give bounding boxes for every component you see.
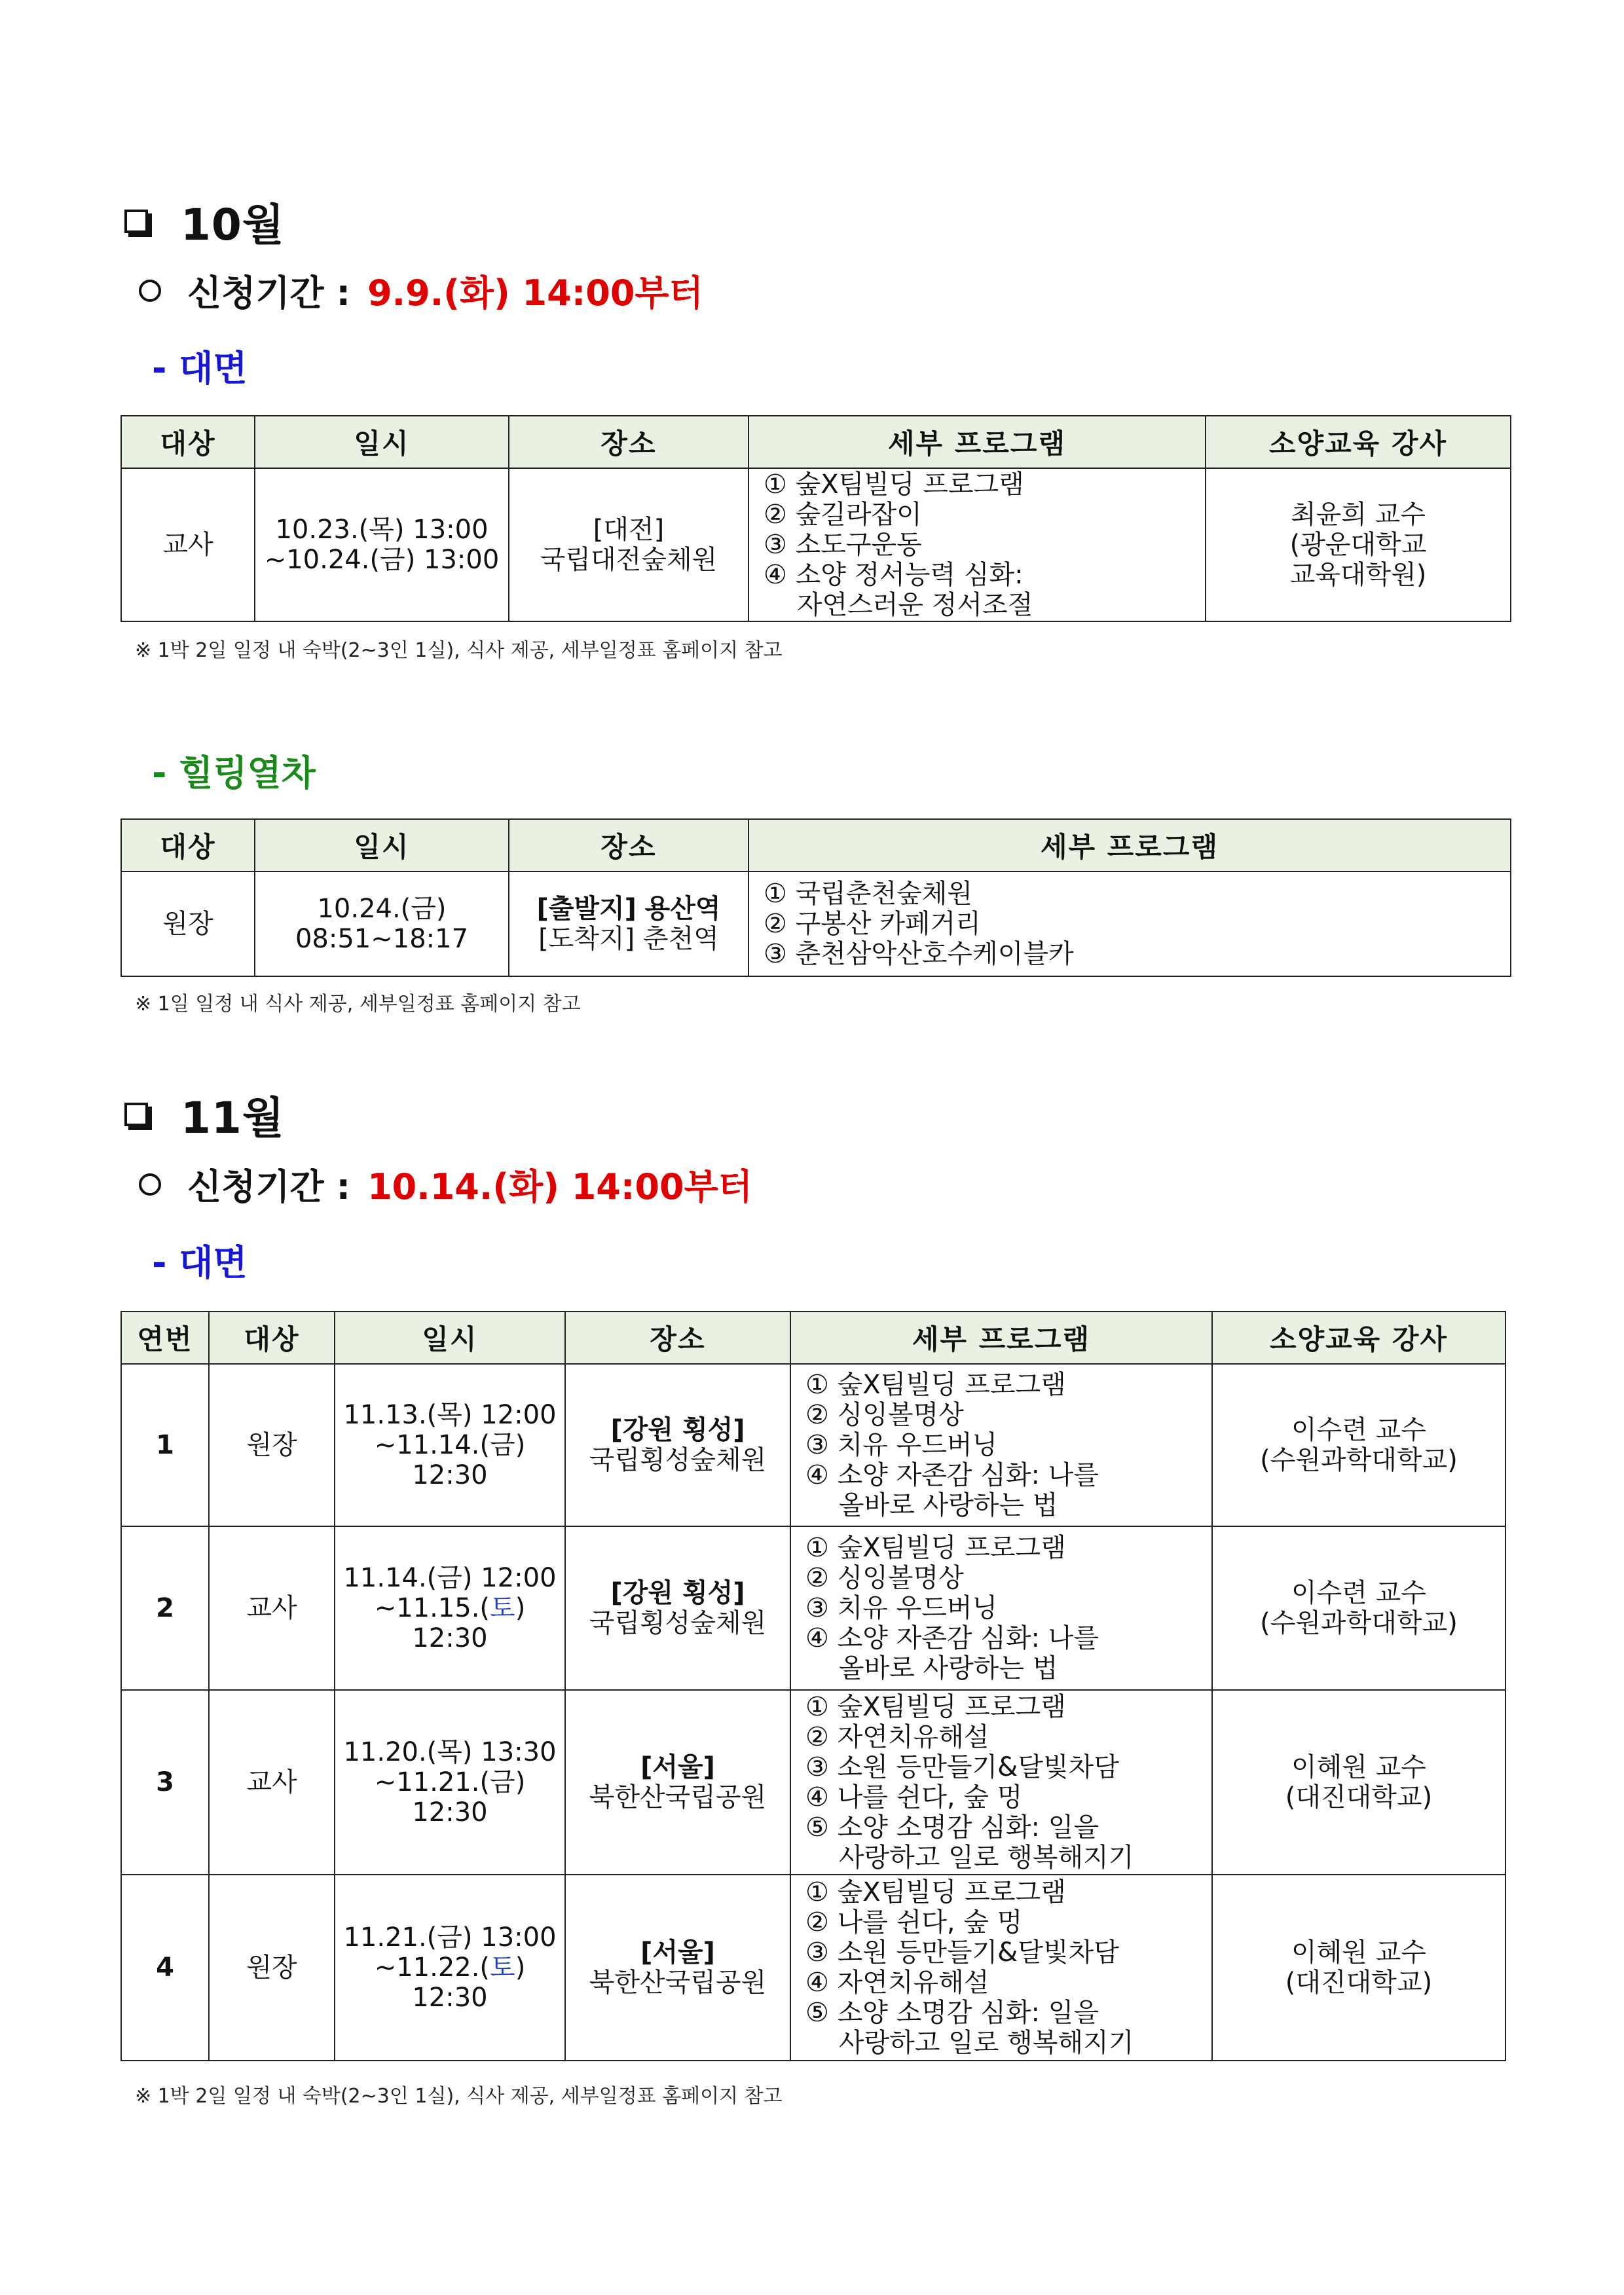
period-label: 신청기간 : bbox=[187, 1166, 351, 1207]
period-label: 신청기간 : bbox=[187, 272, 351, 314]
lecturer-affil: (대진대학교) bbox=[1285, 1968, 1433, 1998]
place-name: 국립횡성숲체원 bbox=[589, 1445, 767, 1475]
period-value: 9.9.(화) 14:00부터 bbox=[367, 272, 703, 314]
checkbox-square-icon bbox=[124, 1103, 148, 1126]
lecturer-name: 이혜원 교수 bbox=[1291, 1937, 1426, 1968]
place-cell bbox=[565, 1364, 790, 1526]
date-end bbox=[335, 1767, 564, 1827]
saturday-mark: 토 bbox=[490, 1593, 515, 1623]
program-item: 올바로 사랑하는 법 bbox=[805, 1653, 1058, 1683]
program-cell bbox=[790, 1875, 1212, 2061]
lecturer-affil: (수원과학대학교) bbox=[1260, 1608, 1458, 1638]
col-header: 장소 bbox=[509, 416, 748, 468]
program-item: ① 숲X팀빌딩 프로그램 bbox=[805, 1692, 1066, 1722]
oct-face-heading: - 대면 bbox=[152, 348, 248, 389]
table-header-row bbox=[121, 819, 1511, 872]
place-region: [서울] bbox=[640, 1937, 715, 1968]
program-item: ② 구봉산 카페거리 bbox=[764, 909, 981, 939]
program-item: 사랑하고 일로 행복해지기 bbox=[805, 1843, 1134, 1873]
table-row bbox=[121, 1526, 1505, 1690]
program-item: ② 자연치유해설 bbox=[805, 1722, 989, 1752]
col-header: 세부 프로그램 bbox=[790, 1312, 1212, 1364]
nov-face-table bbox=[120, 1311, 1506, 2061]
oct-train-heading: - 힐링열차 bbox=[152, 752, 316, 794]
checkbox-square-icon bbox=[124, 210, 148, 233]
program-item: ③ 치유 우드버닝 bbox=[805, 1430, 998, 1460]
date-cell bbox=[335, 1364, 565, 1526]
target-cell: 교사 bbox=[209, 1690, 335, 1875]
table-row bbox=[121, 872, 1511, 976]
arrival-value: 춘천역 bbox=[642, 924, 719, 954]
nov-face-note: ※ 1박 2일 일정 내 숙박(2~3인 1실), 식사 제공, 세부일정표 홈페이지 참고 bbox=[135, 2085, 783, 2108]
lecturer-name: 이혜원 교수 bbox=[1291, 1752, 1426, 1782]
program-item: 사랑하고 일로 행복해지기 bbox=[805, 2028, 1134, 2058]
oct-face-note: ※ 1박 2일 일정 내 숙박(2~3인 1실), 식사 제공, 세부일정표 홈페이지 참고 bbox=[135, 639, 783, 662]
table-row bbox=[121, 1364, 1505, 1526]
saturday-mark: 토 bbox=[490, 1953, 515, 1983]
lecturer-cell bbox=[1206, 468, 1511, 621]
place-name: 국립횡성숲체원 bbox=[589, 1608, 767, 1638]
row-number: 2 bbox=[121, 1526, 209, 1690]
circle-bullet-icon bbox=[139, 280, 161, 302]
period-value: 10.14.(화) 14:00부터 bbox=[367, 1166, 752, 1207]
col-header: 일시 bbox=[335, 1312, 565, 1364]
date-time: 08:51~18:17 bbox=[295, 924, 469, 954]
table-header-row bbox=[121, 416, 1511, 468]
place-region: [대전] bbox=[593, 515, 665, 545]
target-cell: 교사 bbox=[121, 468, 255, 621]
lecturer-affil: (수원과학대학교) bbox=[1260, 1445, 1458, 1475]
lecturer-name: 최윤희 교수 bbox=[1291, 500, 1426, 530]
oct-train-note: ※ 1일 일정 내 식사 제공, 세부일정표 홈페이지 참고 bbox=[135, 993, 581, 1016]
program-item: ② 나를 쉰다, 숲 멍 bbox=[805, 1907, 1023, 1937]
program-item: ② 싱잉볼명상 bbox=[805, 1563, 964, 1593]
row-number: 4 bbox=[121, 1875, 209, 2061]
departure-value: 용산역 bbox=[644, 894, 721, 924]
date-cell bbox=[255, 872, 509, 976]
program-item: ④ 소양 자존감 심화: 나를 bbox=[805, 1460, 1099, 1490]
date-cell bbox=[255, 468, 509, 621]
arrival bbox=[509, 924, 748, 954]
oct-train-table bbox=[120, 818, 1511, 977]
date-end-text: ~11.14.(금) 12:30 bbox=[374, 1430, 526, 1490]
date-cell bbox=[335, 1875, 565, 2061]
october-period bbox=[139, 265, 703, 316]
date-start: 11.20.(목) 13:30 bbox=[343, 1737, 557, 1767]
november-title: 11월 bbox=[181, 1093, 285, 1143]
place-name: 북한산국립공원 bbox=[589, 1968, 767, 1998]
program-item: ⑤ 소양 소명감 심화: 일을 bbox=[805, 1998, 1099, 2028]
place-cell bbox=[509, 468, 748, 621]
program-item: ① 숲X팀빌딩 프로그램 bbox=[805, 1533, 1066, 1563]
november-period bbox=[139, 1159, 752, 1209]
program-item: ③ 소원 등만들기&달빛차담 bbox=[805, 1752, 1119, 1782]
date-start: 11.21.(금) 13:00 bbox=[343, 1922, 557, 1953]
date-end bbox=[335, 1953, 564, 2013]
oct-face-table bbox=[120, 415, 1511, 622]
program-item: ② 숲길라잡이 bbox=[764, 500, 922, 530]
date-end-text: ~11.15.( bbox=[374, 1593, 490, 1623]
nov-face-heading: - 대면 bbox=[152, 1242, 248, 1283]
table-row bbox=[121, 1875, 1505, 2061]
col-header: 소양교육 강사 bbox=[1212, 1312, 1505, 1364]
program-cell bbox=[790, 1690, 1212, 1875]
lecturer-cell bbox=[1212, 1875, 1505, 2061]
lecturer-cell bbox=[1212, 1526, 1505, 1690]
date-end: ~10.24.(금) 13:00 bbox=[264, 545, 500, 575]
program-cell bbox=[790, 1364, 1212, 1526]
target-cell: 교사 bbox=[209, 1526, 335, 1690]
program-item: ③ 춘천삼악산호수케이블카 bbox=[764, 939, 1074, 969]
date-day: 10.24.(금) bbox=[317, 894, 447, 924]
date-cell bbox=[335, 1526, 565, 1690]
november-heading bbox=[124, 1083, 285, 1145]
col-header: 일시 bbox=[255, 416, 509, 468]
program-item: ④ 소양 정서능력 심화: bbox=[764, 560, 1024, 590]
col-header: 연번 bbox=[121, 1312, 209, 1364]
table-header-row bbox=[121, 1312, 1505, 1364]
program-item: ⑤ 소양 소명감 심화: 일을 bbox=[805, 1812, 1099, 1843]
departure bbox=[509, 894, 748, 924]
program-item: ④ 소양 자존감 심화: 나를 bbox=[805, 1623, 1099, 1653]
date-end-time: ) 12:30 bbox=[412, 1593, 526, 1653]
lecturer-name: 이수련 교수 bbox=[1291, 1415, 1426, 1445]
date-start: 10.23.(목) 13:00 bbox=[275, 515, 489, 545]
october-heading bbox=[124, 190, 285, 252]
date-end bbox=[335, 1593, 564, 1653]
lecturer-name: 이수련 교수 bbox=[1291, 1578, 1426, 1608]
col-header: 대상 bbox=[209, 1312, 335, 1364]
date-cell bbox=[335, 1690, 565, 1875]
place-region: [강원 횡성] bbox=[610, 1578, 745, 1608]
arrival-label: [도착지] bbox=[538, 924, 635, 954]
date-end-time: ) 12:30 bbox=[412, 1953, 526, 2013]
target-cell: 원장 bbox=[121, 872, 255, 976]
program-item: ③ 소도구운동 bbox=[764, 530, 922, 560]
program-cell bbox=[790, 1526, 1212, 1690]
col-header: 장소 bbox=[565, 1312, 790, 1364]
col-header: 장소 bbox=[509, 819, 748, 872]
target-cell: 원장 bbox=[209, 1364, 335, 1526]
circle-bullet-icon bbox=[139, 1173, 161, 1196]
place-cell bbox=[565, 1875, 790, 2061]
col-header: 소양교육 강사 bbox=[1206, 416, 1511, 468]
program-item: ① 숲X팀빌딩 프로그램 bbox=[805, 1370, 1066, 1400]
col-header: 세부 프로그램 bbox=[748, 819, 1511, 872]
place-cell bbox=[509, 872, 748, 976]
row-number: 1 bbox=[121, 1364, 209, 1526]
program-item: ③ 치유 우드버닝 bbox=[805, 1593, 998, 1623]
place-region: [강원 횡성] bbox=[610, 1415, 745, 1445]
row-number: 3 bbox=[121, 1690, 209, 1875]
col-header: 대상 bbox=[121, 819, 255, 872]
table-row bbox=[121, 468, 1511, 621]
col-header: 일시 bbox=[255, 819, 509, 872]
lecturer-affil: 교육대학원) bbox=[1289, 560, 1427, 590]
target-cell: 원장 bbox=[209, 1875, 335, 2061]
program-item: 올바로 사랑하는 법 bbox=[805, 1490, 1058, 1520]
program-cell bbox=[748, 468, 1206, 621]
date-start: 11.14.(금) 12:00 bbox=[343, 1563, 557, 1593]
program-item: ① 숲X팀빌딩 프로그램 bbox=[805, 1877, 1066, 1907]
place-name: 북한산국립공원 bbox=[589, 1782, 767, 1812]
program-item: 자연스러운 정서조절 bbox=[764, 590, 1033, 620]
date-end bbox=[335, 1430, 564, 1490]
col-header: 세부 프로그램 bbox=[748, 416, 1206, 468]
date-end-text: ~11.22.( bbox=[374, 1953, 490, 1983]
program-item: ④ 나를 쉰다, 숲 멍 bbox=[805, 1782, 1023, 1812]
col-header: 대상 bbox=[121, 416, 255, 468]
program-item: ③ 소원 등만들기&달빛차담 bbox=[805, 1937, 1119, 1968]
program-item: ② 싱잉볼명상 bbox=[805, 1400, 964, 1430]
program-item: ① 숲X팀빌딩 프로그램 bbox=[764, 469, 1024, 500]
program-cell bbox=[748, 872, 1511, 976]
program-item: ④ 자연치유해설 bbox=[805, 1968, 989, 1998]
lecturer-cell bbox=[1212, 1364, 1505, 1526]
date-start: 11.13.(목) 12:00 bbox=[343, 1400, 557, 1430]
october-title: 10월 bbox=[181, 200, 285, 250]
departure-label: [출발지] bbox=[536, 894, 637, 924]
place-cell bbox=[565, 1690, 790, 1875]
place-name: 국립대전숲체원 bbox=[540, 545, 718, 575]
place-region: [서울] bbox=[640, 1752, 715, 1782]
table-row bbox=[121, 1690, 1505, 1875]
lecturer-affil: (대진대학교) bbox=[1285, 1782, 1433, 1812]
date-end-text: ~11.21.(금) 12:30 bbox=[374, 1767, 526, 1827]
lecturer-affil: (광운대학교 bbox=[1289, 530, 1427, 560]
place-cell bbox=[565, 1526, 790, 1690]
lecturer-cell bbox=[1212, 1690, 1505, 1875]
program-item: ① 국립춘천숲체원 bbox=[764, 879, 973, 909]
